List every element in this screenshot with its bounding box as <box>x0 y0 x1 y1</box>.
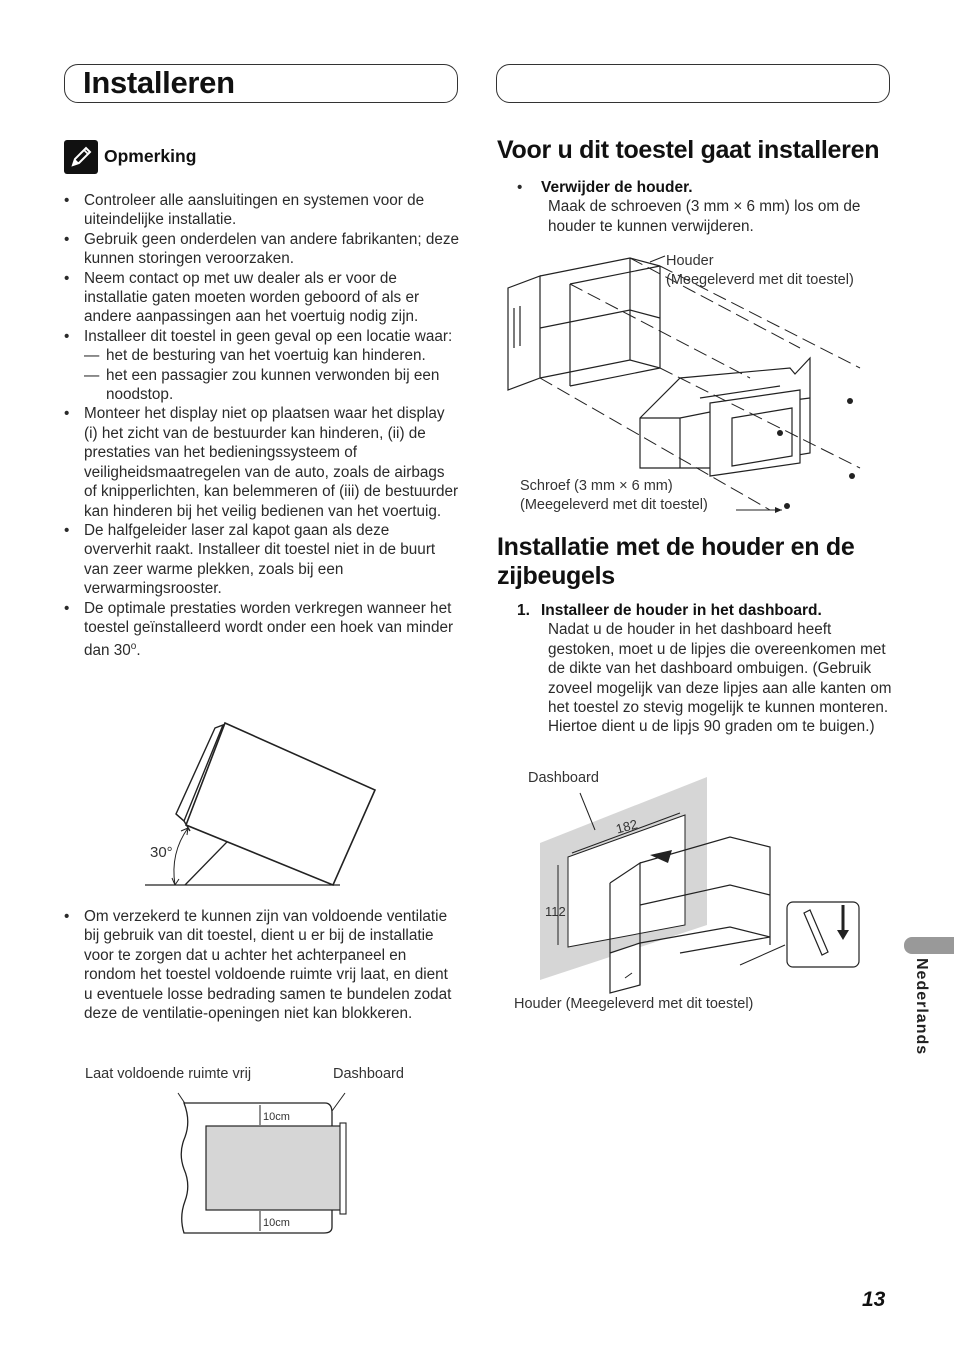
step-body: Maak de schroeven (3 mm × 6 mm) los om de houder te kunnen verwijderen. <box>548 198 861 235</box>
degree-sup: o <box>130 641 137 653</box>
language-tab-label: Nederlands <box>913 958 930 1056</box>
note-list <box>64 191 460 661</box>
space-label: Laat voldoende ruimte vrij <box>85 1066 252 1082</box>
list-item-text: Installeer dit toestel in geen geval op een locatie waar: <box>84 327 453 345</box>
dim-width-label: 182 <box>614 816 640 837</box>
step-title: Verwijder de houder. <box>541 179 693 196</box>
screw-label-1: Schroef (3 mm × 6 mm) <box>520 478 673 494</box>
list-item: • Monteer het display niet op plaatsen waar het display (i) het zicht van de bestuurder kan hinderen, (ii) de prestaties van het bedieningssysteem of veiligheidsmaatregelen van de auto, zoals de airbags of knipperlichten, kan belemmeren of (iii) de bestuurder kan hinderen bij het veilig bedienen van het voertuig. <box>64 404 460 520</box>
gap-label-top: 10cm <box>263 1111 290 1123</box>
pencil-icon <box>64 140 98 174</box>
list-item: • Gebruik geen onderdelen van andere fabrikanten; deze kunnen storingen veroorzaken. <box>64 230 460 269</box>
step-remove <box>497 178 892 236</box>
dashboard-label: Dashboard <box>333 1066 404 1082</box>
step-body: Nadat u de houder in het dashboard heeft gestoken, moet u de lipjes die overeenkomen met de dikte van het dashboard ombuigen. (Gebruik zoveel mogelijk van deze lipjes aan alle kanten om het toestel zo stevig mogelijk te kunnen monteren. Hiertoe dient u de lipjs 90 graden om te buigen.) <box>548 621 892 736</box>
holder-label-2: (Meegeleverd met dit toestel) <box>666 272 854 288</box>
step-title: Installeer de houder in het dashboard. <box>541 602 822 619</box>
list-item <box>64 327 460 405</box>
ventilation-list <box>64 907 460 1023</box>
dash: — <box>84 366 100 384</box>
section-title-install-holder: Installatie met de houder en de zijbeugels <box>497 533 855 590</box>
gap-label-bottom: 10cm <box>263 1217 290 1229</box>
sub-list-item <box>84 366 460 405</box>
period: . <box>136 642 141 660</box>
right-column <box>497 136 892 236</box>
sub-list <box>84 346 460 404</box>
angle-label: 30° <box>150 844 173 861</box>
dim-height-label: 112 <box>545 904 566 919</box>
section-title-before-install: Voor u dit toestel gaat installeren <box>497 136 880 164</box>
sub-item-text: het een passagier zou kunnen verwonden bij een noodstop. <box>106 366 440 404</box>
dash: — <box>84 347 100 365</box>
header-box-left <box>64 64 458 103</box>
side-tab <box>904 937 954 954</box>
holder-label-1: Houder <box>666 253 714 269</box>
dashboard-diagram <box>510 775 890 995</box>
step-number: 1. <box>517 602 530 619</box>
dashboard-label-right: Dashboard <box>528 770 599 786</box>
left-column <box>64 140 460 661</box>
page-title: Installeren <box>83 65 235 100</box>
bullet: • <box>517 179 523 196</box>
list-item-text: De optimale prestaties worden verkregen wanneer het toestel geïnstalleerd wordt onder een hoek van minder dan 30 <box>84 599 454 660</box>
header-box-right <box>496 64 890 103</box>
holder-label-right: Houder (Meegeleverd met dit toestel) <box>514 996 754 1012</box>
ventilation-section <box>64 907 460 1023</box>
list-item: • De halfgeleider laser zal kapot gaan als deze oververhit raakt. Installeer dit toestel niet in de buurt van zeer warme plekken, zoals bij een verwarmingsrooster. <box>64 521 460 599</box>
list-item <box>64 599 460 661</box>
note-header <box>64 140 460 174</box>
step-1 <box>497 601 892 737</box>
sub-item-text: het de besturing van het voertuig kan hinderen. <box>106 347 426 365</box>
sub-list-item <box>84 346 460 365</box>
list-item: • Neem contact op met uw dealer als er voor de installatie gaten moeten worden geboord of als er andere aanpassingen aan het voertuig nodig zijn. <box>64 269 460 327</box>
list-item: • Controleer alle aansluitingen en systemen voor de uiteindelijke installatie. <box>64 191 460 230</box>
angle-diagram <box>140 718 390 890</box>
list-item: • Om verzekerd te kunnen zijn van voldoende ventilatie bij gebruik van dit toestel, dient u er bij de installatie voor te zorgen dat u achter het achterpaneel en rondom het toestel voldoende ruimte vrij laat, en dient u eventuele losse bedrading samen te bundelen zodat deze de ventilatie-openingen niet kan blokkeren. <box>64 907 460 1023</box>
page-number: 13 <box>862 1288 886 1311</box>
note-title: Opmerking <box>104 146 197 167</box>
screw-label-2: (Meegeleverd met dit toestel) <box>520 497 708 513</box>
section-install-holder <box>497 533 892 737</box>
